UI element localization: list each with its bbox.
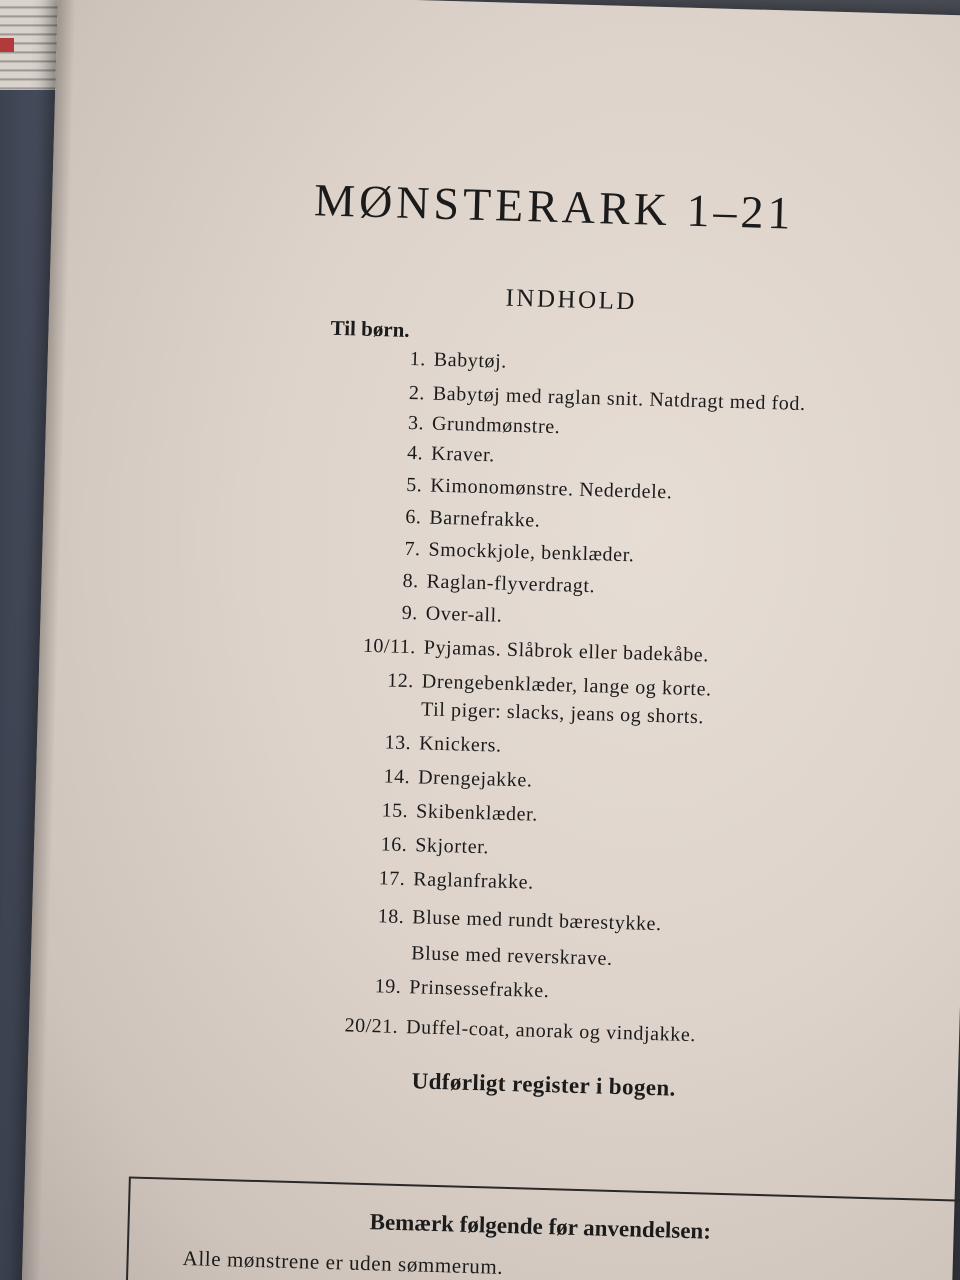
list-item-number: 5. [406, 473, 423, 497]
list-item [405, 505, 541, 537]
list-item-label: Kraver. [430, 442, 496, 467]
list-item [404, 537, 635, 569]
list-item-number: 8. [402, 569, 419, 593]
list-item-label: Drengebenklæder, lange og korte. [421, 670, 713, 701]
list-item [406, 473, 673, 505]
notice-text: Alle mønstrene er uden sømmerum. [182, 1245, 504, 1279]
list-item [362, 634, 710, 667]
list-item-label: Skjorter. [414, 834, 490, 859]
list-item-label: Smockkjole, benklæder. [428, 538, 635, 567]
list-item [344, 1014, 697, 1047]
list-item-label: Bluse med rundt bærestykke. [411, 906, 662, 936]
list-item [410, 942, 613, 972]
list-item [374, 975, 550, 1006]
list-item-label: Barnefrakke. [429, 506, 541, 532]
list-item [387, 669, 713, 701]
list-item-label: Kimonomønstre. Nederdele. [430, 474, 673, 504]
section-heading: Til børn. [330, 315, 410, 342]
list-item-number: 16. [380, 833, 408, 857]
list-item-number: 12. [387, 669, 415, 693]
list-item-label: Raglanfrakke. [413, 868, 535, 894]
list-item [406, 441, 496, 473]
list-item [401, 601, 503, 633]
register-note: Udførligt register i bogen. [411, 1068, 677, 1101]
list-item-number: 18. [377, 905, 405, 929]
list-item-number: 3. [407, 411, 425, 435]
list-item [377, 905, 662, 936]
paper-stack-red-edge [0, 38, 14, 52]
list-item [408, 381, 806, 416]
list-item-label: Pyjamas. Slåbrok eller badekåbe. [423, 636, 710, 667]
list-item-label: Babytøj. [433, 348, 508, 373]
list-item [381, 799, 539, 830]
page-title: MØNSTERARK 1–21 [313, 174, 796, 239]
list-item-number: 15. [381, 799, 409, 823]
list-item-label: Babytøj med raglan snit. Natdragt med fod. [432, 382, 806, 416]
notice-title: Bemærk følgende før anvendelsen: [369, 1209, 712, 1244]
list-item-number: 13. [384, 731, 412, 755]
list-item-number: 1. [409, 347, 427, 371]
list-item-number: 7. [404, 537, 421, 561]
list-item-number: 6. [405, 505, 422, 529]
list-item-label: Duffel-coat, anorak og vindjakke. [405, 1016, 697, 1047]
list-item-number: 9. [401, 601, 419, 625]
list-item-label: Skibenklæder. [415, 800, 539, 826]
list-item-number: 2. [408, 381, 426, 405]
list-item-number [314, 940, 404, 943]
list-item-label: Bluse med reverskrave. [410, 942, 613, 970]
list-item-number: 4. [406, 441, 424, 465]
list-item-label: Til piger: slacks, jeans og shorts. [420, 698, 705, 729]
list-item [378, 867, 535, 898]
list-item-label: Drengejakke. [417, 766, 533, 792]
list-item-number: 17. [378, 867, 406, 891]
list-item-number: 10/11. [362, 634, 417, 659]
list-item [383, 765, 533, 796]
list-item-label: Over-all. [425, 602, 503, 627]
list-item-number: 19. [374, 975, 402, 998]
list-item [407, 411, 561, 443]
list-item-number: 20/21. [344, 1014, 399, 1038]
list-item-number: 14. [383, 765, 411, 789]
booklet-page [21, 0, 960, 1280]
list-item-label: Prinsessefrakke. [408, 976, 550, 1003]
list-item [402, 569, 596, 601]
list-item [409, 347, 508, 379]
list-item [384, 731, 502, 762]
contents-heading: INDHOLD [505, 284, 638, 316]
list-item-number [323, 696, 413, 699]
list-item [380, 833, 490, 864]
list-item-label: Raglan-flyverdragt. [426, 570, 596, 598]
list-item [420, 698, 705, 729]
list-item-label: Grundmønstre. [431, 412, 561, 439]
list-item-label: Knickers. [418, 732, 502, 757]
